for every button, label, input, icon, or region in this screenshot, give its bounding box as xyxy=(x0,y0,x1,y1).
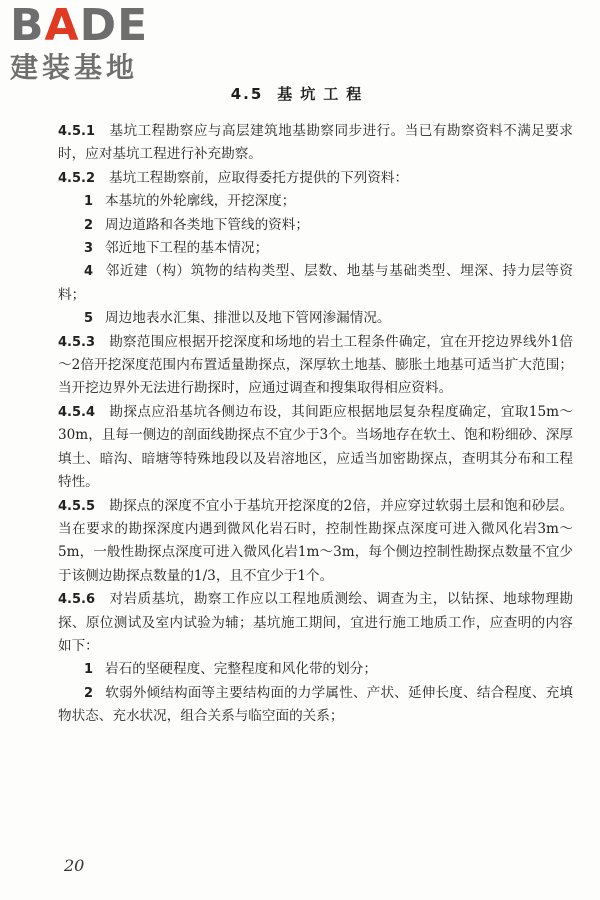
clause-4-5-4 xyxy=(58,401,573,495)
clause-text: 基坑工程勘察前，应取得委托方提供的下列资料： xyxy=(109,169,409,186)
item-text: 邻近建（构）筑物的结构类型、层数、地基与基础类型、埋深、持力层等资料； xyxy=(58,263,573,303)
clause-number: 4.5.1 xyxy=(58,124,96,139)
logo-brand-text: BADE xyxy=(10,0,149,51)
clause-number: 4.5.4 xyxy=(58,404,96,420)
item-number: 4 xyxy=(84,264,94,280)
clause-number: 4.5.5 xyxy=(58,498,96,514)
section-heading xyxy=(0,84,600,104)
item-number: 5 xyxy=(84,311,94,327)
item-text: 周边道路和各类地下管线的资料； xyxy=(105,216,309,233)
bade-logo xyxy=(10,2,180,84)
list-item xyxy=(58,214,573,237)
item-number: 1 xyxy=(84,662,94,678)
list-item xyxy=(58,658,573,681)
clause-4-5-3 xyxy=(58,331,573,401)
item-number: 3 xyxy=(84,241,94,257)
clause-number: 4.5.2 xyxy=(58,170,96,186)
section-number: 4.5 xyxy=(230,85,264,103)
clause-text: 对岩质基坑，勘察工作应以工程地质测绘、调查为主，以钻探、地球物理勘探、原位测试及室内试验为辅；基坑施工期间，宜进行施工地质工作，应查明的内容如下： xyxy=(58,591,573,654)
clause-text: 勘探点的深度不宜小于基坑开挖深度的2倍，并应穿过软弱土层和饱和砂层。当在要求的勘探深度内遇到微风化岩石时，控制性勘探点深度可进入微风化岩3m～5m，一般性勘探点深度可进入微风化岩1m～3m，每个侧边控制性勘探点数量不宜少于该侧边勘探点数量的1/3，且不宜少于1个。 xyxy=(58,497,573,584)
clause-4-5-1 xyxy=(58,120,573,167)
list-item xyxy=(58,260,573,307)
section-title: 基坑工程 xyxy=(277,85,370,103)
item-number: 2 xyxy=(84,685,94,701)
clause-4-5-5 xyxy=(58,495,573,589)
list-item xyxy=(58,307,573,330)
item-text: 岩石的坚硬程度、完整程度和风化带的划分； xyxy=(105,661,377,678)
logo-subtitle: 建装基地 xyxy=(10,51,139,84)
item-text: 周边地表水汇集、排泄以及地下管网渗漏情况。 xyxy=(105,310,391,327)
clause-text: 基坑工程勘察应与高层建筑地基勘察同步进行。当已有勘察资料不满足要求时，应对基坑工程进行补充勘察。 xyxy=(58,123,573,163)
clause-4-5-6 xyxy=(58,588,573,658)
clause-4-5-2 xyxy=(58,167,573,190)
clause-number: 4.5.3 xyxy=(58,334,96,350)
clause-text: 勘探点应沿基坑各侧边布设，其间距应根据地层复杂程度确定，宜取15m～30m，且每一侧边的剖面线勘探点不宜少于3个。当场地存在软土、饱和粉细砂、深厚填土、暗沟、暗塘等特殊地段以及岩溶地区，应适当加密勘探点，查明其分布和工程特性。 xyxy=(58,403,573,491)
clause-number: 4.5.6 xyxy=(58,592,96,608)
item-text: 邻近地下工程的基本情况； xyxy=(105,240,269,257)
item-text: 本基坑的外轮廓线，开挖深度； xyxy=(105,193,296,210)
list-item xyxy=(58,190,573,213)
list-item xyxy=(58,237,573,260)
item-text: 软弱外倾结构面等主要结构面的力学属性、产状、延伸长度、结合程度、充填物状态、充水状况，组合关系与临空面的关系； xyxy=(58,684,573,725)
page-number: 20 xyxy=(64,856,85,875)
list-item xyxy=(58,682,573,729)
clause-text: 勘察范围应根据开挖深度和场地的岩土工程条件确定，宜在开挖边界线外1倍～2倍开挖深度范围内布置适量勘探点，深厚软土地基、膨胀土地基可适当扩大范围；当开挖边界外无法进行勘探时，应通过调查和搜集取得相应资料。 xyxy=(58,333,573,397)
item-number: 2 xyxy=(84,217,94,233)
document-body xyxy=(58,120,573,729)
item-number: 1 xyxy=(84,194,94,210)
